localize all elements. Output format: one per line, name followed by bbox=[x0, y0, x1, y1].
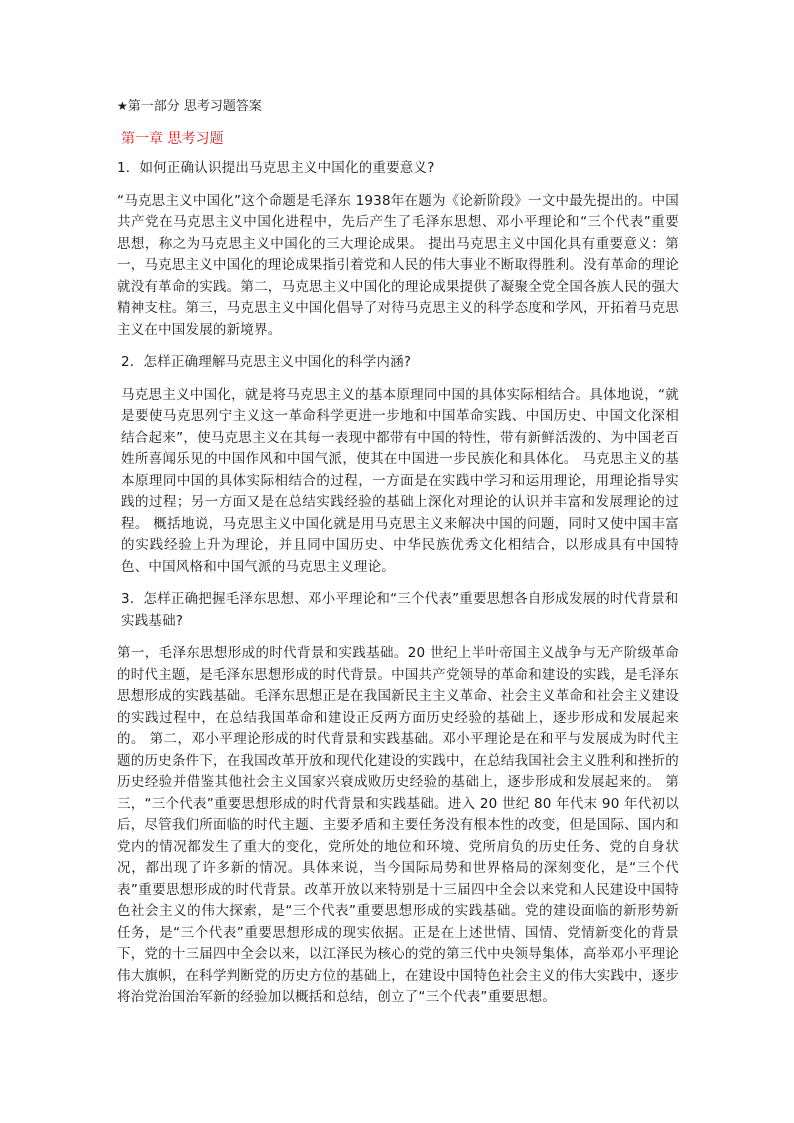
answer-3: 第一，毛泽东思想形成的时代背景和实践基础。20 世纪上半叶帝国主义战争与无产阶级革命的时代主题，是毛泽东思想形成的时代背景。中国共产党领导的革命和建设的实践，是毛泽东思想形成的实践基础。毛泽东思想正是在我国新民主主义革命、社会主义革命和社会主义建设的实践过程中，在总结我国革命和建设正反两方面历史经验的基础上，逐步形成和发展起来的。 第二，邓小平理论形成的时代背景和实践基础。邓小平理论是在和平与发展成为时代主题的历史条件下，在我国改革开放和现代化建设的实践中，在总结我国社会主义胜利和挫折的历史经验并借鉴其他社会主义国家兴衰成败历史经验的基础上，逐步形成和发展起来的。 第三，“三个代表”重要思想形成的时代背景和实践基础。进入 20 世纪 80 年代末 90 年代初以后，尽管我们所面临的时代主题、主要矛盾和主要任务没有根本性的改变，但是国际、国内和党内的情况都发生了重大的变化，党所处的地位和环境、党所肩负的历史任务、党的自身状况，都出现了许多新的情况。具体来说，当今国际局势和世界格局的深刻变化，是“三个代表”重要思想形成的时代背景。改革开放以来特别是十三届四中全会以来党和人民建设中国特色社会主义的伟大探索，是“三个代表”重要思想形成的实践基础。党的建设面临的新形势新任务，是“三个代表”重要思想形成的现实依据。正是在上述世情、国情、党情新变化的背景下，党的十三届四中全会以来，以江泽民为核心的党的第三代中央领导集体，高举邓小平理论伟大旗帜，在科学判断党的历史方位的基础上，在建设中国特色社会主义的伟大实践中，逐步将治党治国治军新的经验加以概括和总结，创立了“三个代表”重要思想。 bbox=[117, 645, 679, 1005]
question-2: 2．怎样正确理解马克思主义中国化的科学内涵? bbox=[121, 354, 412, 370]
section-2 bbox=[117, 352, 679, 578]
question-1: 1．如何正确认识提出马克思主义中国化的重要意义? bbox=[117, 160, 435, 176]
section-1 bbox=[117, 158, 679, 341]
part-heading-text: 第一部分 思考习题答案 bbox=[127, 99, 262, 114]
part-heading bbox=[117, 96, 679, 117]
answer-2: 马克思主义中国化，就是将马克思主义的基本原理同中国的具体实际相结合。具体地说，“就是要使马克思列宁主义这一革命科学更进一步地和中国革命实践、中国历史、中国文化深相结合起来”，使马克思主义在其每一表现中都带有中国的特性，带有新鲜活泼的、为中国老百姓所喜闻乐见的中国作风和中国气派，使其在中国进一步民族化和具体化。 马克思主义的基本原理同中国的具体实际相结合的过程，一方面是在实践中学习和运用理论，用理论指导实践的过程；另一方面又是在总结实践经验的基础上深化对理论的认识并丰富和发展理论的过程。 概括地说，马克思主义中国化就是用马克思主义来解决中国的问题，同时又使中国丰富的实践经验上升为理论，并且同中国历史、中华民族优秀文化相结合，以形成具有中国特色、中国风格和中国气派的马克思主义理论。 bbox=[121, 386, 679, 575]
section-3 bbox=[117, 589, 679, 1009]
document-page bbox=[117, 96, 679, 1020]
chapter-heading: 第一章 思考习题 bbox=[121, 131, 224, 147]
star-icon: ★ bbox=[117, 99, 128, 113]
answer-1: “马克思主义中国化”这个命题是毛泽东 1938年在题为《论新阶段》一文中最先提出的。中国共产党在马克思主义中国化进程中，先后产生了毛泽东思想、邓小平理论和“三个代表”重要思想，称之为马克思主义中国化的三大理论成果。 提出马克思主义中国化具有重要意义：第一，马克思主义中国化的理论成果指引着党和人民的伟大事业不断取得胜利。没有革命的理论就没有革命的实践。第二，马克思主义中国化的理论成果提供了凝聚全党全国各族人民的强大精神支柱。第三，马克思主义中国化倡导了对待马克思主义的科学态度和学风，开拓着马克思主义在中国发展的新境界。 bbox=[117, 192, 679, 338]
question-3: 3．怎样正确把握毛泽东思想、邓小平理论和“三个代表”重要思想各自形成发展的时代背景和实践基础? bbox=[121, 591, 679, 629]
